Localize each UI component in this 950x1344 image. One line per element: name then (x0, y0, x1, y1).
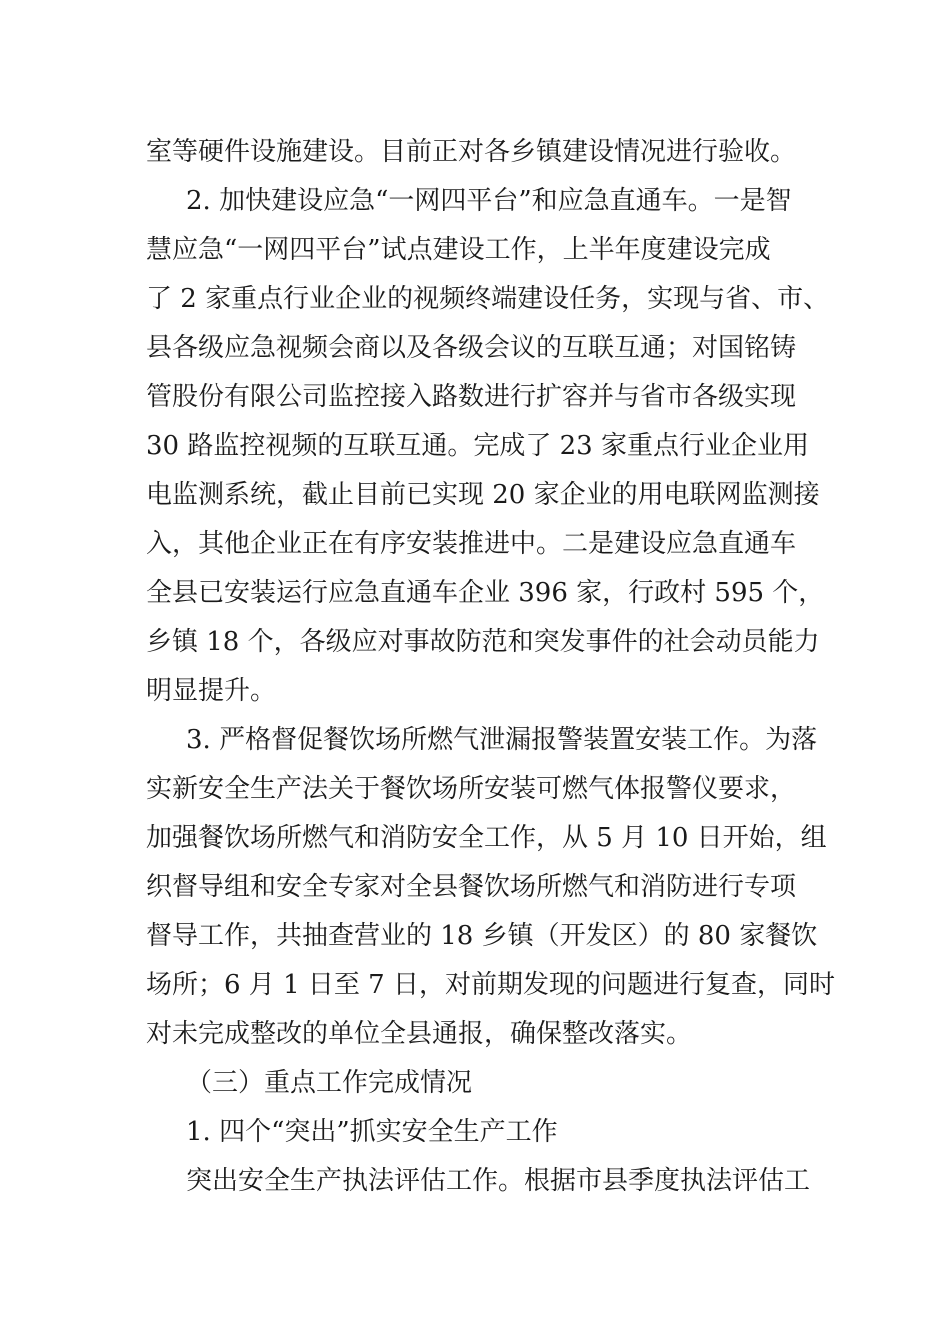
text-line: 了 2 家重点行业企业的视频终端建设任务，实现与省、市、 (146, 284, 830, 314)
text-line: 对未完成整改的单位全县通报，确保整改落实。 (146, 1019, 693, 1049)
text-line: 电监测系统，截止目前已实现 20 家企业的用电联网监测接 (146, 480, 820, 510)
text-line: 全县已安装运行应急直通车企业 396 家，行政村 595 个， (146, 578, 825, 608)
text-line: 2. 加快建设应急“一网四平台”和应急直通车。一是智 (186, 186, 792, 216)
text-line: 乡镇 18 个，各级应对事故防范和突发事件的社会动员能力 (146, 627, 820, 657)
text-line: 场所；6 月 1 日至 7 日，对前期发现的问题进行复查，同时 (146, 970, 835, 1000)
text-line: 明显提升。 (146, 676, 277, 706)
text-line: 突出安全生产执法评估工作。根据市县季度执法评估工 (186, 1166, 811, 1196)
text-line: 加强餐饮场所燃气和消防安全工作，从 5 月 10 日开始，组 (146, 823, 827, 853)
text-line: 室等硬件设施建设。目前正对各乡镇建设情况进行验收。 (146, 137, 797, 167)
text-line: 管股份有限公司监控接入路数进行扩容并与省市各级实现 (146, 382, 797, 412)
text-line: 织督导组和安全专家对全县餐饮场所燃气和消防进行专项 (146, 872, 797, 902)
text-line: 实新安全生产法关于餐饮场所安装可燃气体报警仪要求， (146, 774, 797, 804)
text-line: 慧应急“一网四平台”试点建设工作，上半年度建设完成 (146, 235, 771, 265)
text-line: 督导工作，共抽查营业的 18 乡镇（开发区）的 80 家餐饮 (146, 921, 818, 951)
text-line: 3. 严格督促餐饮场所燃气泄漏报警装置安装工作。为落 (186, 725, 818, 755)
text-line: 入，其他企业正在有序安装推进中。二是建设应急直通车 (146, 529, 797, 559)
text-line: 县各级应急视频会商以及各级会议的互联互通；对国铭铸 (146, 333, 797, 363)
section-heading: （三）重点工作完成情况 (186, 1068, 473, 1098)
subsection-heading: 1. 四个“突出”抓实安全生产工作 (186, 1117, 558, 1147)
text-line: 30 路监控视频的互联互通。完成了 23 家重点行业企业用 (146, 431, 809, 461)
